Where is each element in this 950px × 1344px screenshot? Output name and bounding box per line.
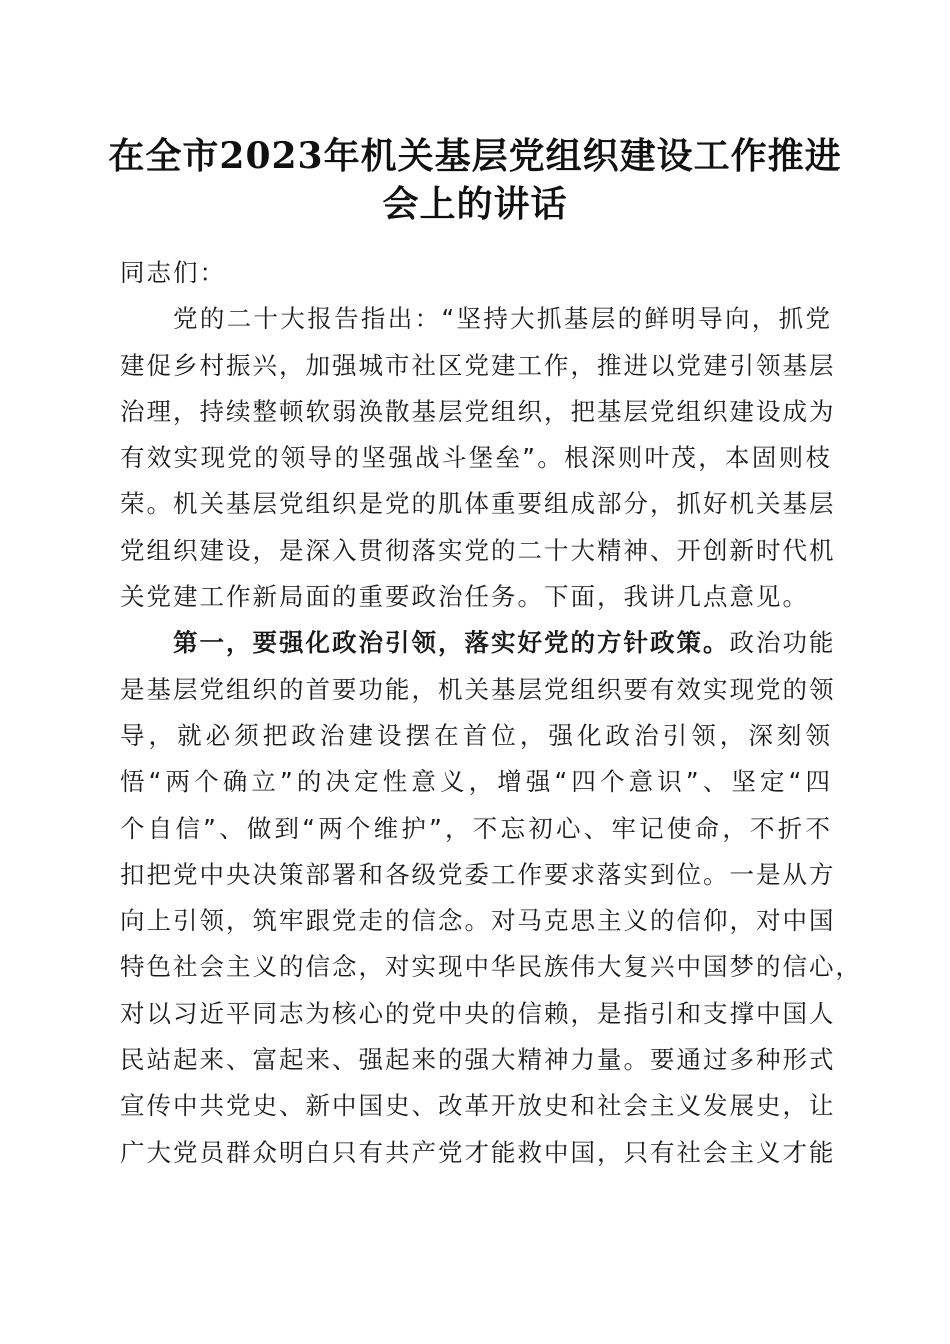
paragraph-2-line: 对以习近平同志为核心的党中央的信赖，是指引和支撑中国人 bbox=[120, 998, 836, 1028]
paragraph-2-line: 悟“两个确立”的决定性意义，增强“四个意识”、坚定“四 bbox=[120, 767, 832, 797]
paragraph-2-line: 扣把党中央决策部署和各级党委工作要求落实到位。一是从方 bbox=[120, 859, 836, 889]
paragraph-2-line: 个自信”、做到“两个维护”，不忘初心、牢记使命，不折不 bbox=[120, 813, 832, 843]
paragraph-1-line: 有效实现党的领导的坚强战斗堡垒”。根深则叶茂，本固则枝 bbox=[120, 443, 832, 473]
paragraph-2-line: 特色社会主义的信念，对实现中华民族伟大复兴中国梦的信心， bbox=[120, 952, 862, 982]
title-line-2: 会上的讲话 bbox=[382, 183, 568, 225]
paragraph-2-first-tail: 政治功能 bbox=[729, 628, 836, 658]
paragraph-1-line: 治理，持续整顿软弱涣散基层党组织，把基层党组织建设成为 bbox=[120, 396, 836, 426]
paragraph-1-line: 关党建工作新局面的重要政治任务。下面，我讲几点意见。 bbox=[120, 582, 809, 612]
paragraph-2-line: 导，就必须把政治建设摆在首位，强化政治引领，深刻领 bbox=[120, 720, 832, 750]
paragraph-2-line: 广大党员群众明白只有共产党才能救中国，只有社会主义才能 bbox=[120, 1137, 836, 1167]
paragraph-1-line: 建促乡村振兴，加强城市社区党建工作，推进以党建引领基层 bbox=[120, 350, 836, 380]
salutation: 同志们： bbox=[120, 258, 226, 287]
paragraph-2-first-line bbox=[120, 620, 836, 666]
document-body bbox=[120, 250, 862, 1176]
paragraph-1-line: 荣。机关基层党组织是党的肌体重要组成部分，抓好机关基层 bbox=[120, 489, 836, 519]
document-title bbox=[100, 132, 850, 228]
paragraph-2-line: 宣传中共党史、新中国史、改革开放史和社会主义发展史，让 bbox=[120, 1091, 836, 1121]
paragraph-2-line: 是基层党组织的首要功能，机关基层党组织要有效实现党的领 bbox=[120, 674, 836, 704]
paragraph-2-line: 向上引领，筑牢跟党走的信念。对马克思主义的信仰，对中国 bbox=[120, 906, 836, 936]
paragraph-1-line: 党组织建设，是深入贯彻落实党的二十大精神、开创新时代机 bbox=[120, 535, 836, 565]
paragraph-2-line: 民站起来、富起来、强起来的强大精神力量。要通过多种形式 bbox=[120, 1045, 836, 1075]
paragraph-1-line: 党的二十大报告指出：“坚持大抓基层的鲜明导向，抓党 bbox=[173, 304, 832, 334]
paragraph-2-heading: 第一，要强化政治引领，落实好党的方针政策。 bbox=[173, 628, 730, 658]
title-line-1: 在全市2023年机关基层党组织建设工作推进 bbox=[108, 135, 842, 177]
